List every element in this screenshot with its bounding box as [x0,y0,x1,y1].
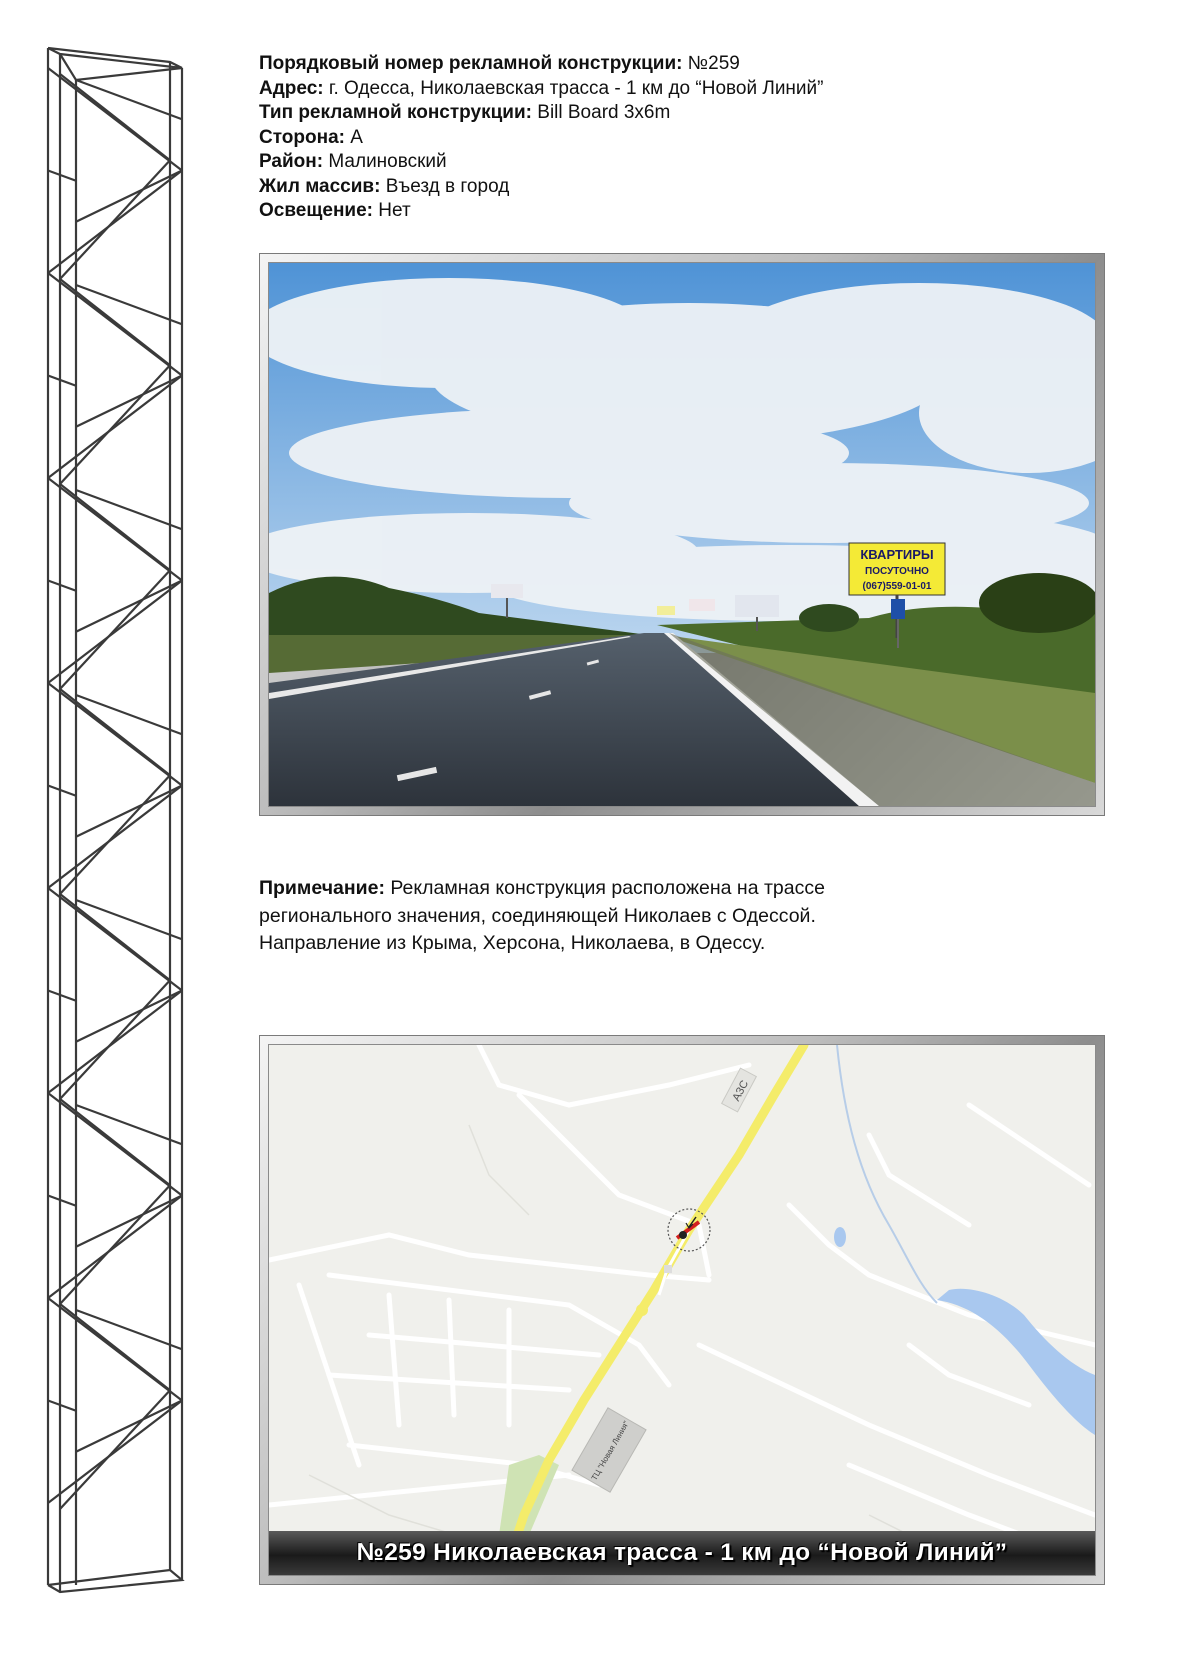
truss-beam [48,991,76,1001]
type-label: Тип рекламной конструкции: [259,102,532,123]
truss-illustration [40,40,200,1600]
billboard-line1: КВАРТИРЫ [860,547,934,562]
truss-beam [48,1196,76,1206]
truss-beam [48,171,76,181]
truss-beam [76,376,182,427]
gas-station-label: АЗС [730,1078,752,1104]
truss-beam [76,1196,182,1247]
district-value: Малиновский [328,151,447,172]
lighting-value: Нет [378,200,411,221]
truss-beam [48,1196,182,1299]
billboard-line2: ПОСУТОЧНО [865,566,929,577]
truss-beam [48,1401,182,1504]
mall-label: ТЦ "Новая Линия" [589,1419,631,1483]
truss-beam [48,581,182,684]
info-block [259,52,823,224]
map-caption: №259 Николаевская трасса - 1 км до “Новой Линий” [269,1531,1095,1575]
side-label: Сторона: [259,126,345,148]
truss-beam [48,786,182,889]
note-line2: регионального значения, соединяющей Николаев с Одессой. [259,904,816,927]
note-label: Примечание: [259,877,385,899]
address-label: Адрес: [259,77,324,99]
truss-beam [48,171,182,274]
info-number [259,52,823,77]
number-label: Порядковый номер рекламной конструкции: [259,53,683,74]
massif-value: Въезд в город [385,175,510,197]
truss-beam [48,786,76,796]
map-frame [259,1035,1105,1585]
truss-beam [76,786,182,837]
district-label: Район: [259,151,324,172]
note-line1: Рекламная конструкция расположена на трассе [390,877,825,899]
billboard-line3: (067)559-01-01 [862,581,932,592]
massif-label: Жил массив: [259,175,381,197]
info-type [259,101,823,126]
info-lighting [259,199,823,224]
lighting-label: Освещение: [259,200,373,221]
truss-beam [48,1401,76,1411]
location-map [269,1045,1095,1575]
truss-beam [48,376,76,386]
info-district [259,150,823,175]
info-side [259,126,823,151]
type-value: Bill Board 3x6m [537,102,671,123]
info-address [259,77,823,102]
truss-beam [76,581,182,632]
truss-beam [76,171,182,222]
photo-frame [259,253,1105,816]
truss-beam [48,376,182,479]
note-line3: Направление из Крыма, Херсона, Николаева, в Одессу. [259,932,766,954]
info-massif [259,175,823,200]
truss-beam [76,991,182,1042]
road-photo [269,263,1095,806]
truss-beam [76,1401,182,1452]
truss-beam [48,581,76,591]
note-block [259,875,1019,958]
address-value: г. Одесса, Николаевская трасса - 1 км до “Новой Линий” [328,77,824,99]
number-value: №259 [687,53,740,74]
side-value: А [350,126,363,148]
truss-beam [48,991,182,1094]
